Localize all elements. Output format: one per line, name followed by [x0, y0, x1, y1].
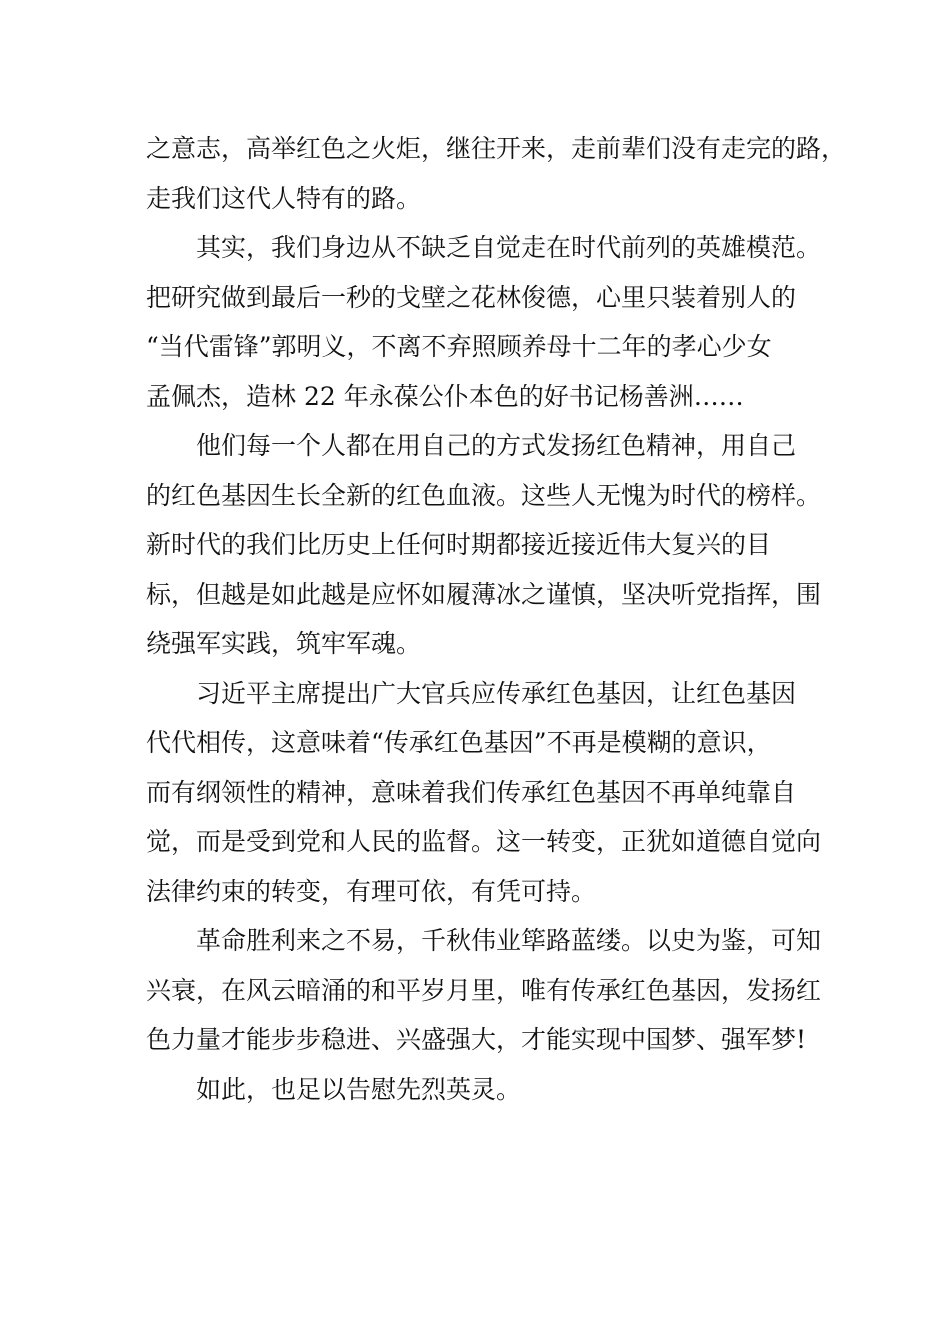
- paragraph-start-line: 如此，也足以告慰先烈英灵。: [196, 1074, 522, 1104]
- text-line: 代代相传，这意味着“传承红色基因”不再是模糊的意识，: [146, 728, 772, 757]
- text-line: 新时代的我们比历史上任何时期都接近接近伟大复兴的目: [146, 530, 772, 559]
- text-line: 色力量才能步步稳进、兴盛强大，才能实现中国梦、强军梦!: [146, 1025, 807, 1054]
- text-line: 觉，而是受到党和人民的监督。这一转变，正犹如道德自觉向: [146, 827, 822, 856]
- text-line: 绕强军实践，筑牢军魂。: [146, 629, 422, 658]
- paragraph-start-line: 习近平主席提出广大官兵应传承红色基因，让红色基因: [196, 678, 797, 708]
- paragraph-start-line: 其实，我们身边从不缺乏自觉走在时代前列的英雄模范。: [196, 233, 822, 262]
- document-body: [146, 124, 846, 1114]
- text-line: 孟佩杰，造林 22 年永葆公仆本色的好书记杨善洲……: [146, 381, 744, 411]
- text-line: “当代雷锋”郭明义，不离不弃照顾养母十二年的孝心少女: [146, 332, 772, 361]
- text-line: 把研究做到最后一秒的戈壁之花林俊德，心里只装着别人的: [146, 282, 797, 312]
- text-line: 之意志，高举红色之火炬，继往开来，走前辈们没有走完的路，: [146, 134, 846, 163]
- text-line: 而有纲领性的精神，意味着我们传承红色基因不再单纯靠自: [146, 777, 797, 807]
- paragraph-start-line: 革命胜利来之不易，千秋伟业筚路蓝缕。以史为鉴，可知: [196, 926, 822, 955]
- text-line: 走我们这代人特有的路。: [146, 183, 422, 213]
- text-line: 兴衰，在风云暗涌的和平岁月里，唯有传承红色基因，发扬红: [146, 975, 822, 1005]
- paragraph-start-line: 他们每一个人都在用自己的方式发扬红色精神，用自己: [196, 431, 797, 460]
- text-line: 法律约束的转变，有理可依，有凭可持。: [146, 876, 597, 906]
- text-line: 的红色基因生长全新的红色血液。这些人无愧为时代的榜样。: [146, 480, 822, 510]
- text-line: 标，但越是如此越是应怀如履薄冰之谨慎，坚决听党指挥，围: [146, 579, 822, 609]
